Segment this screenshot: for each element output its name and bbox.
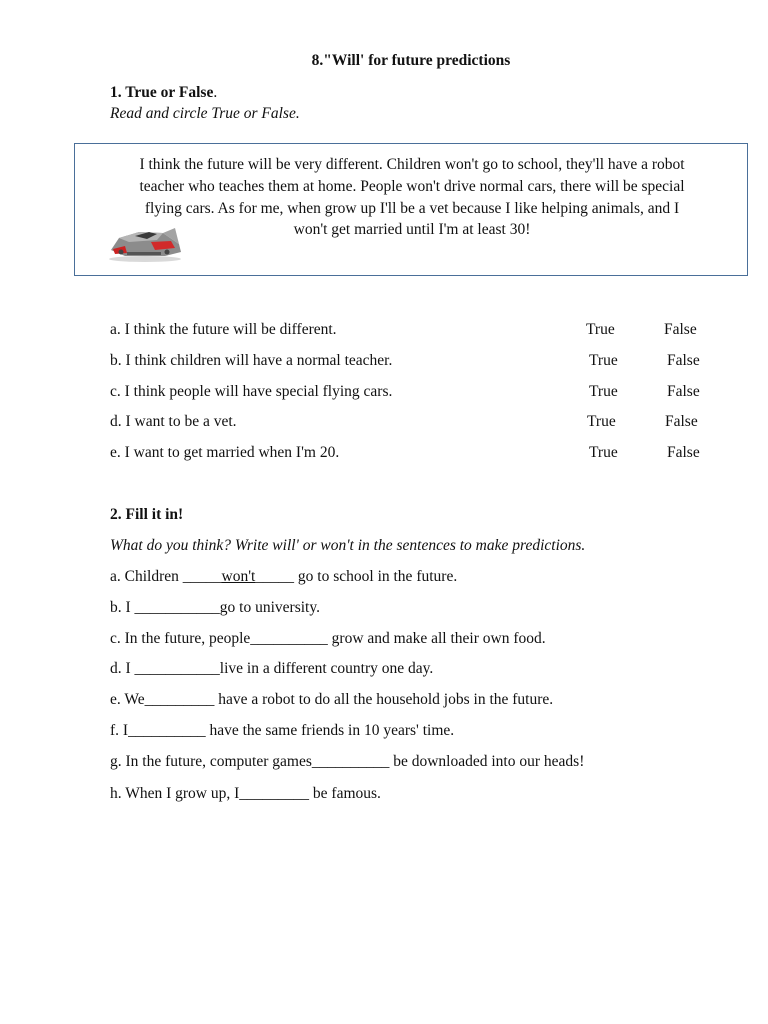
statement-a: a. I think the future will be different. xyxy=(110,321,337,338)
fill-sentence-b[interactable]: b. I ___________go to university. xyxy=(110,599,320,616)
statement-e-false[interactable]: False xyxy=(667,444,700,461)
section-2-instruction: What do you think? Write will' or won't in the sentences to make predictions. xyxy=(110,537,586,554)
fill-sentence-e[interactable]: e. We_________ have a robot to do all the household jobs in the future. xyxy=(110,691,554,708)
statement-e: e. I want to get married when I'm 20. xyxy=(110,444,340,461)
section-1-instruction: Read and circle True or False. xyxy=(110,105,300,122)
fill-a-before: a. Children _____ xyxy=(110,568,222,585)
fill-a-answer[interactable]: won't xyxy=(221,568,256,585)
statement-c-true[interactable]: True xyxy=(589,383,618,400)
fill-sentence-a xyxy=(110,568,457,586)
statement-d-false[interactable]: False xyxy=(665,413,698,430)
reading-passage-box xyxy=(74,143,748,276)
section-1-heading-dot: . xyxy=(213,84,218,101)
statement-c: c. I think people will have special flying cars. xyxy=(110,383,393,400)
statement-e-true[interactable]: True xyxy=(589,444,618,461)
fill-sentence-f[interactable]: f. I__________ have the same friends in 10 years' time. xyxy=(110,722,455,739)
flying-car-icon xyxy=(105,222,185,264)
fill-sentence-g[interactable]: g. In the future, computer games__________ be downloaded into our heads! xyxy=(110,753,585,770)
statement-c-false[interactable]: False xyxy=(667,383,700,400)
fill-a-after: _____ go to school in the future. xyxy=(255,568,458,585)
fill-sentence-c[interactable]: c. In the future, people__________ grow and make all their own food. xyxy=(110,630,546,647)
statement-d: d. I want to be a vet. xyxy=(110,413,237,430)
statement-a-false[interactable]: False xyxy=(664,321,697,338)
passage-line-4: won't get married until I'm at least 30! xyxy=(293,221,531,238)
passage-line-2: teacher who teaches them at home. People won't drive normal cars, there will be special xyxy=(139,178,685,195)
section-1-heading-text: 1. True or False xyxy=(110,84,214,101)
section-2-heading: 2. Fill it in! xyxy=(110,506,184,523)
passage-line-1: I think the future will be very different. Children won't go to school, they'll have a robot xyxy=(139,156,685,173)
worksheet-title: 8."Will' for future predictions xyxy=(311,52,511,69)
statement-a-true[interactable]: True xyxy=(586,321,615,338)
statement-d-true[interactable]: True xyxy=(587,413,616,430)
fill-sentence-h[interactable]: h. When I grow up, I_________ be famous. xyxy=(110,785,381,802)
statement-b: b. I think children will have a normal teacher. xyxy=(110,352,393,369)
fill-sentence-d[interactable]: d. I ___________live in a different country one day. xyxy=(110,660,434,677)
passage-line-3: flying cars. As for me, when grow up I'll be a vet because I like helping animals, and I xyxy=(144,200,680,217)
statement-b-true[interactable]: True xyxy=(589,352,618,369)
statement-b-false[interactable]: False xyxy=(667,352,700,369)
section-1-heading xyxy=(110,84,217,102)
